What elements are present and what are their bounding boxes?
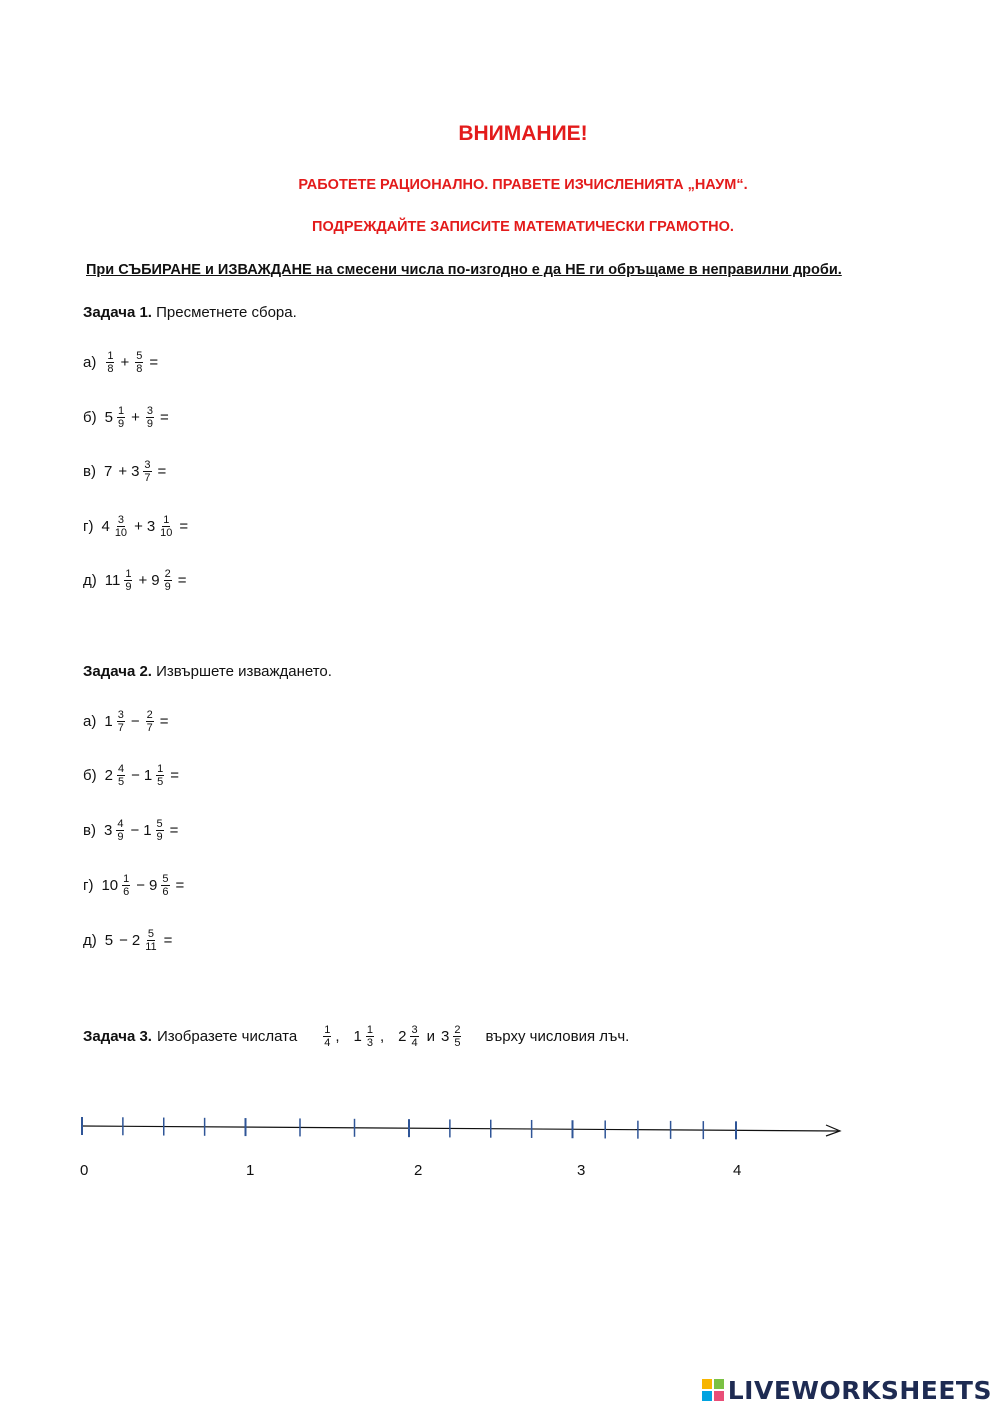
frac-num: 1 [324, 1023, 331, 1036]
expression [104, 709, 172, 734]
fraction [117, 763, 125, 788]
task2-item [83, 810, 182, 850]
fraction [156, 763, 164, 788]
operator: = [159, 712, 169, 730]
whole-number: 5 [104, 408, 113, 426]
task3-text: Изобразете числата [156, 1027, 298, 1045]
fraction [143, 459, 151, 484]
fraction [124, 568, 132, 593]
whole-number: 4 [101, 517, 110, 535]
frac-den: 9 [156, 830, 163, 843]
number-line-axis [82, 1126, 838, 1131]
expression [104, 818, 182, 843]
frac-num: 1 [163, 513, 170, 526]
operator: + [120, 353, 130, 371]
fraction [159, 514, 173, 539]
task2-item [83, 701, 172, 741]
operator: = [157, 462, 167, 480]
task2-text: Извършете изваждането. [156, 663, 332, 680]
fraction [164, 568, 172, 593]
frac-den: 10 [114, 526, 128, 539]
frac-num: 1 [117, 404, 125, 417]
tick-label-1: 1 [246, 1162, 255, 1179]
frac-num: 1 [107, 349, 114, 362]
operator: + [134, 517, 143, 535]
warning-title: ВНИМАНИЕ! [458, 122, 588, 145]
whole-number: 5 [104, 931, 114, 949]
task2-label: Задача 2. [83, 663, 152, 680]
frac-num: 3 [146, 404, 153, 417]
frac-num: 4 [117, 762, 125, 775]
task3-number-2 [366, 1024, 374, 1049]
separator: , [335, 1027, 340, 1045]
tick-label-2: 2 [414, 1162, 423, 1179]
frac-den: 8 [136, 362, 143, 375]
fraction [117, 405, 125, 430]
task3-number-3-whole: 2 [398, 1027, 407, 1045]
whole-number: 1 [104, 712, 113, 730]
rule-note: При СЪБИРАНЕ и ИЗВАЖДАНЕ на смесени числа по-изгодно е да НЕ ги обръщаме в неправилни дроби. [86, 262, 842, 278]
frac-den: 4 [411, 1036, 418, 1049]
operator: = [149, 353, 159, 371]
operator: − [119, 931, 128, 949]
frac-den: 8 [107, 362, 114, 375]
frac-num: 2 [146, 708, 153, 721]
task2-heading [83, 663, 332, 680]
expression [105, 928, 177, 953]
item-label: б) [83, 766, 97, 784]
frac-den: 7 [144, 471, 151, 484]
instruction-line-1: РАБОТЕТЕ РАЦИОНАЛНО. ПРАВЕТЕ ИЗЧИСЛЕНИЯТА „НАУМ“. [298, 177, 748, 193]
fraction [144, 928, 157, 953]
logo-squares-icon [702, 1379, 724, 1401]
frac-den: 9 [164, 580, 171, 593]
fraction [146, 405, 154, 430]
frac-num: 4 [117, 817, 124, 830]
fraction [106, 350, 114, 375]
frac-den: 5 [117, 775, 125, 788]
logo-square [714, 1379, 724, 1389]
task1-item [83, 560, 190, 600]
task1-item [83, 451, 170, 491]
task1-item [83, 397, 173, 437]
expression [105, 405, 173, 430]
tick-label-4: 4 [733, 1162, 742, 1179]
operator: = [159, 408, 169, 426]
frac-den: 5 [157, 775, 164, 788]
frac-den: 4 [324, 1036, 331, 1049]
task3-number-1 [323, 1024, 331, 1049]
tick-label-0: 0 [80, 1162, 89, 1179]
task2-item [83, 865, 188, 905]
task3-label: Задача 3. [83, 1027, 152, 1045]
task1-item [83, 506, 192, 546]
number-line [0, 1100, 1000, 1160]
conjunction: и [426, 1027, 435, 1045]
operator: + [138, 571, 148, 589]
task2-item [83, 755, 183, 795]
frac-den: 7 [117, 721, 124, 734]
task1-item [83, 342, 162, 382]
frac-num: 5 [156, 817, 163, 830]
whole-number: 3 [131, 462, 140, 480]
frac-num: 1 [157, 762, 164, 775]
operator: + [118, 462, 128, 480]
expression [105, 763, 183, 788]
frac-den: 3 [366, 1036, 373, 1049]
item-label: в) [83, 821, 96, 839]
expression [101, 514, 192, 539]
frac-den: 9 [117, 417, 125, 430]
fraction [122, 873, 130, 898]
fraction [135, 350, 143, 375]
item-label: а) [83, 353, 97, 371]
item-label: д) [83, 931, 97, 949]
operator: = [170, 766, 180, 784]
whole-number: 9 [149, 876, 158, 894]
logo-text: LIVEWORKSHEETS [727, 1375, 992, 1405]
operator: − [131, 766, 140, 784]
task3-number-4-whole: 3 [440, 1027, 450, 1045]
operator: = [177, 571, 187, 589]
task3-number-2-whole: 1 [353, 1027, 362, 1045]
frac-num: 5 [147, 927, 154, 940]
frac-num: 3 [117, 513, 124, 526]
item-label: г) [83, 517, 94, 535]
whole-number: 7 [103, 462, 113, 480]
frac-num: 1 [123, 872, 130, 885]
expression [104, 350, 162, 375]
operator: − [130, 821, 140, 839]
number-line-ticks [82, 1117, 736, 1139]
whole-number: 9 [151, 571, 160, 589]
operator: = [179, 517, 189, 535]
whole-number: 1 [143, 821, 152, 839]
operator: + [131, 408, 140, 426]
operator: − [130, 712, 140, 730]
frac-den: 7 [146, 721, 153, 734]
item-label: а) [83, 712, 97, 730]
expression [104, 459, 170, 484]
item-label: в) [83, 462, 96, 480]
operator: = [175, 876, 185, 894]
task3-heading [83, 1016, 629, 1056]
expression [105, 568, 191, 593]
expression [101, 873, 188, 898]
logo-square [702, 1379, 712, 1389]
whole-number: 1 [143, 766, 153, 784]
frac-den: 6 [123, 885, 130, 898]
fraction [146, 709, 154, 734]
whole-number: 2 [131, 931, 141, 949]
frac-den: 9 [125, 580, 132, 593]
frac-num: 2 [164, 567, 171, 580]
operator: − [136, 876, 146, 894]
frac-num: 5 [136, 349, 143, 362]
frac-num: 1 [366, 1023, 373, 1036]
task3-number-3 [410, 1024, 418, 1049]
fraction [156, 818, 164, 843]
whole-number: 3 [146, 517, 156, 535]
liveworksheets-logo [702, 1375, 992, 1405]
frac-den: 9 [146, 417, 153, 430]
whole-number: 2 [104, 766, 113, 784]
fraction [117, 709, 125, 734]
logo-square [702, 1391, 712, 1401]
frac-num: 3 [117, 708, 124, 721]
operator: = [163, 931, 173, 949]
frac-den: 5 [454, 1036, 461, 1049]
item-label: д) [83, 571, 97, 589]
task3-number-4 [453, 1024, 461, 1049]
operator: = [169, 821, 179, 839]
whole-number: 11 [104, 571, 121, 589]
frac-num: 5 [162, 872, 169, 885]
frac-num: 3 [144, 458, 151, 471]
task3-tail: върху числовия лъч. [485, 1027, 630, 1045]
instruction-line-2: ПОДРЕЖДАЙТЕ ЗАПИСИТЕ МАТЕМАТИЧЕСКИ ГРАМОТНО. [312, 219, 734, 235]
frac-num: 3 [411, 1023, 418, 1036]
frac-den: 6 [162, 885, 169, 898]
logo-square [714, 1391, 724, 1401]
task1-heading [83, 304, 297, 321]
tick-label-3: 3 [577, 1162, 586, 1179]
whole-number: 3 [103, 821, 113, 839]
fraction [114, 514, 128, 539]
item-label: г) [83, 876, 94, 894]
task1-label: Задача 1. [83, 304, 152, 321]
task1-text: Пресметнете сбора. [156, 304, 297, 321]
frac-den: 9 [117, 830, 124, 843]
frac-num: 1 [125, 567, 132, 580]
frac-num: 2 [454, 1023, 461, 1036]
fraction [161, 873, 169, 898]
frac-den: 11 [145, 940, 157, 953]
frac-den: 10 [160, 526, 173, 539]
item-label: б) [83, 408, 97, 426]
separator: , [379, 1027, 385, 1045]
task2-item [83, 920, 176, 960]
fraction [116, 818, 124, 843]
whole-number: 10 [101, 876, 119, 894]
